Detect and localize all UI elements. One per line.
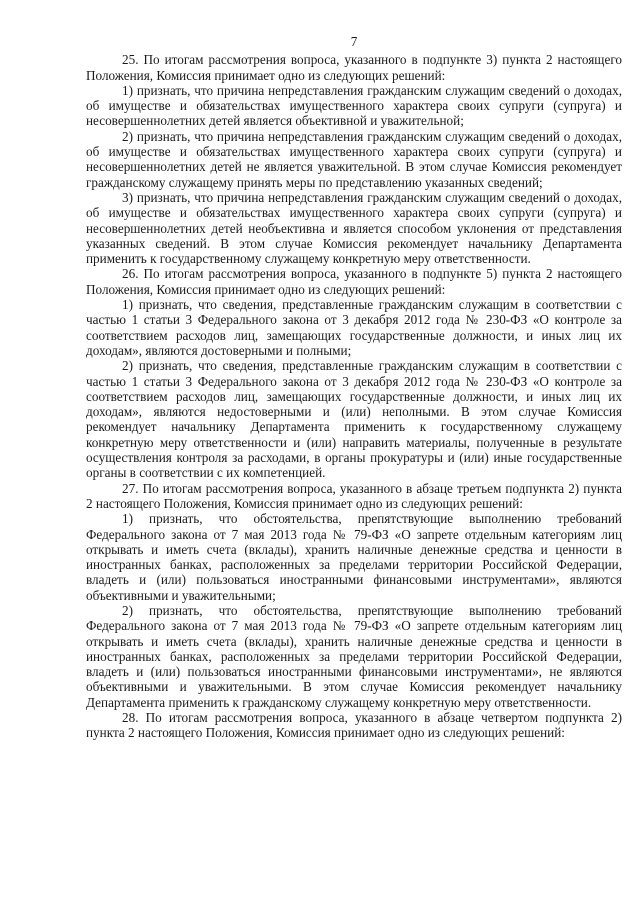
paragraph-27: 27. По итогам рассмотрения вопроса, указанного в абзаце третьем подпункта 2) пункта 2 настоящего Положения, Комиссия принимает одно из следующих решений:: [86, 480, 622, 511]
paragraph-28: 28. По итогам рассмотрения вопроса, указанного в абзаце четвертом подпункта 2) пункта 2 настоящего Положения, Комиссия принимает одно из следующих решений:: [86, 710, 622, 741]
paragraph-25-item-3: 3) признать, что причина непредставления гражданским служащим сведений о доходах, об имуществе и обязательствах имущественного характера своих супруги (супруга) и несовершеннолетних детей необъективна и является способом уклонения от представления указанных сведений. В этом случае Комиссия рекомендует начальнику Департамента применить к государственному служащему конкретную меру ответственности.: [86, 189, 622, 267]
page-number: 7: [350, 34, 358, 49]
paragraph-26-item-2: 2) признать, что сведения, представленные гражданским служащим в соответствии с частью 1 статьи 3 Федерального закона от 3 декабря 2012 года № 230-ФЗ «О контроле за соответствием расходов лиц, замещающих государственные должности, и иных лиц их доходам», являются недостоверными и (или) неполными. В этом случае Комиссия рекомендует начальнику Департамента применить к государственному служащему конкретную меру ответственности и (или) направить материалы, полученные в результате осуществления контроля за расходами, в органы прокуратуры и (или) иные государственные органы в соответствии с их компетенцией.: [86, 358, 622, 481]
paragraph-25-item-1: 1) признать, что причина непредставления гражданским служащим сведений о доходах, об имуществе и обязательствах имущественного характера своих супруги (супруга) и несовершеннолетних детей является объективной и уважительной;: [86, 82, 622, 129]
paragraph-25-item-2: 2) признать, что причина непредставления гражданским служащим сведений о доходах, об имуществе и обязательствах имущественного характера своих супруги (супруга) и несовершеннолетних детей не является уважительной. В этом случае Комиссия рекомендует гражданскому служащему принять меры по представлению указанных сведений;: [86, 128, 622, 190]
paragraph-26: 26. По итогам рассмотрения вопроса, указанного в подпункте 5) пункта 2 настоящего Положения, Комиссия принимает одно из следующих решений:: [86, 266, 622, 297]
paragraph-27-item-2: 2) признать, что обстоятельства, препятствующие выполнению требований Федерального закона от 7 мая 2013 года № 79-ФЗ «О запрете отдельным категориям лиц открывать и иметь счета (вклады), хранить наличные денежные средства и ценности в иностранных банках, расположенных за пределами территории Российской Федерации, владеть и (или) пользоваться иностранными финансовыми инструментами», не являются объективными и уважительными. В этом случае Комиссия рекомендует начальнику Департамента применить к гражданскому служащему конкретную меру ответственности.: [86, 602, 622, 710]
paragraph-26-item-1: 1) признать, что сведения, представленные гражданским служащим в соответствии с частью 1 статьи 3 Федерального закона от 3 декабря 2012 года № 230-ФЗ «О контроле за соответствием расходов лиц, замещающих государственные должности, и иных лиц их доходам», являются достоверными и полными;: [86, 297, 622, 358]
paragraph-27-item-1: 1) признать, что обстоятельства, препятствующие выполнению требований Федерального закона от 7 мая 2013 года № 79-ФЗ «О запрете отдельным категориям лиц открывать и иметь счета (вклады), хранить наличные денежные средства и ценности в иностранных банках, расположенных за пределами территории Российской Федерации, владеть и (или) пользоваться иностранными финансовыми инструментами», являются объективными и уважительными;: [86, 511, 622, 603]
document-page: [86, 34, 622, 741]
paragraph-25: 25. По итогам рассмотрения вопроса, указанного в подпункте 3) пункта 2 настоящего Положения, Комиссия принимает одно из следующих решений:: [86, 52, 622, 83]
